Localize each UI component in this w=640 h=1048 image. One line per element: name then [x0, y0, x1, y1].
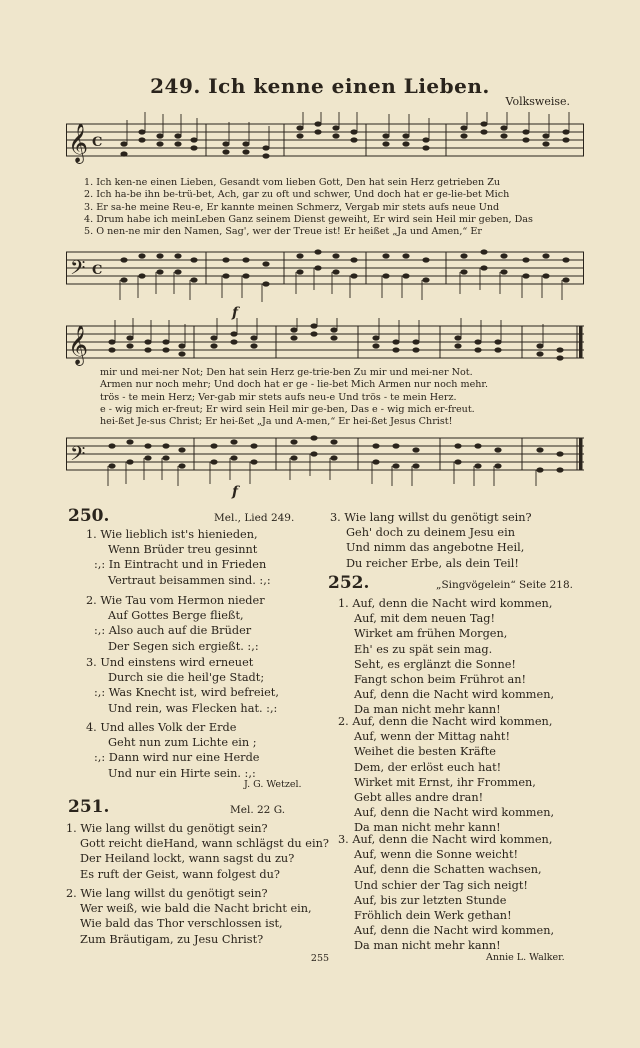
svg-text:𝄢: 𝄢 [70, 256, 86, 284]
hymn-251-stanza-2: 2. Wie lang willst du genötigt sein? Wer weiß, wie bald die Nacht bricht ein, Wie bald das Thor verschlossen ist, Zum Bräutigam, zu Jesu Christ? [66, 887, 312, 946]
hymn-250-number: 250. [68, 506, 110, 526]
system1-bass-staff [66, 240, 584, 302]
hymn-250-stanza-2: 2. Wie Tau vom Hermon nieder Auf Gottes Berge fließt, :,: Also auch auf die Brüder Der Segen sich ergießt. :,: [86, 594, 265, 653]
hymn-250-melody: Mel., Lied 249. [214, 512, 295, 524]
system2-treble-staff [66, 318, 584, 370]
hymn-251-stanza-1: 1. Wie lang willst du genötigt sein? Gott reicht dieHand, wann schlägst du ein? Der Heiland lockt, wann sagst du zu? Es ruft der Geist, wann folgest du? [66, 822, 329, 881]
hymn-252-stanza-3: 3. Auf, denn die Nacht wird kommen, Auf, wenn die Sonne weicht! Auf, denn die Schatten wachsen, Und schier der Tag sich neigt! Auf, bis zur letzten Stunde Fröhlich dein Werk gethan! Auf, denn die Nacht wird kommen, Da man nicht mehr kann! [338, 833, 555, 953]
hymn-252-author: Annie L. Walker. [486, 952, 565, 963]
hymn-251-stanza-3: 3. Wie lang willst du genötigt sein? Geh' doch zu deinem Jesu ein Und nimm das angebotne Heil, Du reicher Erbe, als dein Teil! [330, 511, 532, 570]
svg-text:𝄞: 𝄞 [68, 325, 89, 365]
hymn-251-number: 251. [68, 797, 110, 817]
hymn-250-stanza-4: 4. Und alles Volk der Erde Geht nun zum Lichte ein ; :,: Dann wird nur eine Herde Und nur ein Hirte sein. :,: [86, 721, 260, 780]
hymn-249-lyrics-system2: mir und mei-ner Not; Den hat sein Herz ge-trie-ben Zu mir und mei-ner Not. Armen nur noch mehr; Und doch hat er ge - lie-bet Mich Armen nur noch mehr. trös - te mein Herz; Ver-gab mir stets aufs neu-e Und trös - te mein Herz. e - wig mich er-freut; Er wird sein Heil mir ge-ben, Das e - wig mich er-freut. hei-ßet Je-sus Christ; Er hei-ßet „Ja und A-men,“ Er hei-ßet Jesus Christ! [100, 367, 489, 428]
page-number: 255 [310, 953, 330, 964]
svg-text:𝄞: 𝄞 [68, 123, 89, 163]
hymn-252-number: 252. [328, 573, 370, 593]
hymn-252-stanza-1: 1. Auf, denn die Nacht wird kommen, Auf, mit dem neuen Tag! Wirket am frühen Morgen, Eh' es zu spät sein mag. Seht, es erglänzt die Sonne! Fangt schon beim Frührot an! Auf, denn die Nacht wird kommen, Da man nicht mehr kann! [338, 597, 555, 717]
hymn-250-stanza-1: 1. Wie lieblich ist's hienieden, Wenn Brüder treu gesinnt :,: In Eintracht und in Frieden Vertraut beisammen sind. :,: [86, 528, 271, 587]
hymn-249-lyrics-system1: 1. Ich ken-ne einen Lieben, Gesandt vom lieben Gott, Den hat sein Herz getrieben Zu 2. Ich ha-be ihn be-trü-bet, Ach, gar zu oft und schwer, Und doch hat er ge-lie-bet Mich 3. Er sa-he meine Reu-e, Er kannte meinen Schmerz, Vergab mir stets aufs neue Und 4. Drum habe ich meinLeben Ganz seinem Dienst geweiht, Er wird sein Heil mir geben, Das 5. O nen-ne mir den Namen, Sag', wer der Treue ist! Er heißet „Ja und Amen,“ Er [84, 177, 533, 238]
hymn-250-stanza-3: 3. Und einstens wird erneuet Durch sie die heil'ge Stadt; :,: Was Knecht ist, wird befreiet, Und rein, was Flecken hat. :,: [86, 656, 279, 715]
dynamic-forte-top: f [232, 305, 239, 321]
hymn-249-title: 249. Ich kenne einen Lieben. [150, 74, 490, 98]
svg-text:C: C [92, 263, 103, 278]
system2-bass-staff [66, 430, 584, 486]
svg-text:C: C [92, 135, 103, 150]
svg-text:𝄢: 𝄢 [70, 442, 86, 470]
hymn-250-author: J. G. Wetzel. [244, 779, 302, 790]
dynamic-forte-bottom: f [232, 484, 239, 500]
hymn-252-melody: „Singvögelein“ Seite 218. [436, 579, 573, 591]
hymn-252-stanza-2: 2. Auf, denn die Nacht wird kommen, Auf, wenn der Mittag naht! Weihet die besten Kräfte Dem, der erlöst euch hat! Wirket mit Ernst, ihr Frommen, Gebt alles andre dran! Auf, denn die Nacht wird kommen, Da man nicht mehr kann! [338, 715, 555, 835]
hymn-249-tune: Volksweise. [505, 95, 570, 108]
system1-treble-staff [66, 112, 584, 174]
hymn-251-melody: Mel. 22 G. [230, 804, 286, 816]
